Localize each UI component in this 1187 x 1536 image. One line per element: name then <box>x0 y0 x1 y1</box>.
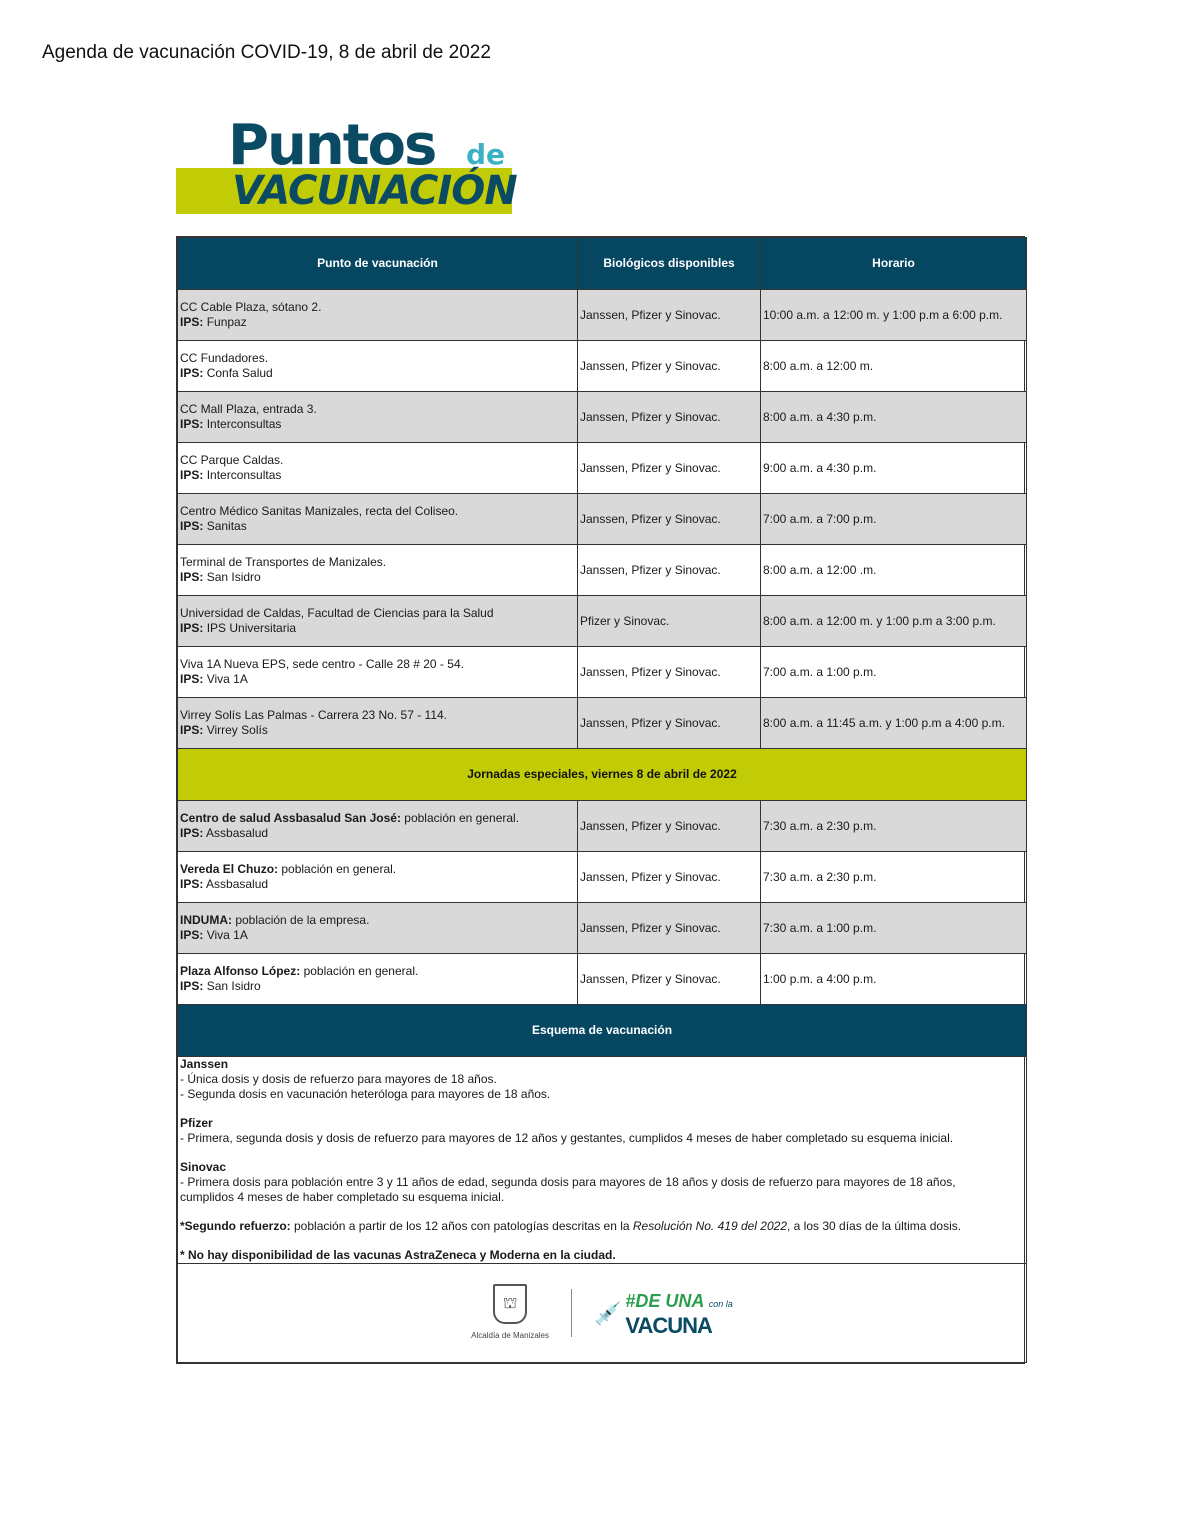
puntos-de-vacunacion-logo <box>176 113 517 216</box>
janssen-title: Janssen <box>180 1057 229 1071</box>
table-header-row <box>178 238 1027 290</box>
ips-name: Interconsultas <box>206 417 282 431</box>
place-cell <box>178 852 578 903</box>
pfizer-title: Pfizer <box>180 1116 213 1130</box>
hours-cell: 7:30 a.m. a 2:30 p.m. <box>761 801 1027 852</box>
place-description: población en general. <box>300 964 419 978</box>
hours-cell: 7:30 a.m. a 2:30 p.m. <box>761 852 1027 903</box>
ips-label: IPS: <box>180 366 204 380</box>
biologics-cell: Janssen, Pfizer y Sinovac. <box>578 647 761 698</box>
campaign-logo <box>594 1290 733 1337</box>
biologics-cell: Janssen, Pfizer y Sinovac. <box>578 801 761 852</box>
page-title: Agenda de vacunación COVID-19, 8 de abril de 2022 <box>42 42 491 63</box>
booster-label: *Segundo refuerzo: <box>180 1219 291 1233</box>
availability-note: * No hay disponibilidad de las vacunas AstraZeneca y Moderna en la ciudad. <box>180 1248 616 1262</box>
table-row <box>178 392 1027 443</box>
scheme-header-row <box>178 1005 1027 1057</box>
place-cell <box>178 494 578 545</box>
biologics-cell: Janssen, Pfizer y Sinovac. <box>578 954 761 1005</box>
hours-cell: 8:00 a.m. a 12:00 m. y 1:00 p.m a 3:00 p.m. <box>761 596 1027 647</box>
table-row <box>178 290 1027 341</box>
place-description: población de la empresa. <box>232 913 370 927</box>
place-name: Terminal de Transportes de Manizales. <box>180 555 387 569</box>
table-row <box>178 647 1027 698</box>
hours-cell: 9:00 a.m. a 4:30 p.m. <box>761 443 1027 494</box>
ips-name: Viva 1A <box>206 928 248 942</box>
sinovac-line: - Primera dosis para población entre 3 y 11 años de edad, segunda dosis para mayores de 18 años y dosis de refuerzo para mayores de 18 años, <box>180 1175 956 1189</box>
column-header-place: Punto de vacunación <box>178 238 578 290</box>
place-cell <box>178 801 578 852</box>
footer-row <box>178 1264 1027 1363</box>
biologics-cell: Janssen, Pfizer y Sinovac. <box>578 341 761 392</box>
hours-cell: 10:00 a.m. a 12:00 m. y 1:00 p.m a 6:00 p.m. <box>761 290 1027 341</box>
place-description: población en general. <box>278 862 397 876</box>
place-cell <box>178 290 578 341</box>
place-cell <box>178 647 578 698</box>
ips-label: IPS: <box>180 979 204 993</box>
ips-label: IPS: <box>180 315 204 329</box>
table-row <box>178 852 1027 903</box>
ips-name: San Isidro <box>206 570 261 584</box>
ips-label: IPS: <box>180 417 204 431</box>
special-days-title: Jornadas especiales, viernes 8 de abril de 2022 <box>178 749 1027 801</box>
ips-label: IPS: <box>180 468 204 482</box>
table-row <box>178 698 1027 749</box>
biologics-cell: Janssen, Pfizer y Sinovac. <box>578 698 761 749</box>
place-cell <box>178 545 578 596</box>
hours-cell: 8:00 a.m. a 12:00 .m. <box>761 545 1027 596</box>
special-days-header-row <box>178 749 1027 801</box>
place-name-bold: INDUMA: <box>180 913 232 927</box>
ips-label: IPS: <box>180 877 204 891</box>
booster-text: población a partir de los 12 años con patologías descritas en la <box>290 1219 633 1233</box>
ips-name: Funpaz <box>206 315 247 329</box>
place-name-bold: Plaza Alfonso López: <box>180 964 301 978</box>
place-cell <box>178 341 578 392</box>
table-row <box>178 903 1027 954</box>
campaign-small: con la <box>708 1298 733 1309</box>
ips-name: IPS Universitaria <box>206 621 297 635</box>
booster-note <box>180 1219 961 1233</box>
hours-cell: 8:00 a.m. a 12:00 m. <box>761 341 1027 392</box>
place-cell <box>178 698 578 749</box>
ips-name: Assbasalud <box>206 826 269 840</box>
column-header-hours: Horario <box>761 238 1027 290</box>
place-name: Universidad de Caldas, Facultad de Ciencias para la Salud <box>180 606 494 620</box>
scheme-cell <box>178 1057 1027 1264</box>
ips-name: Sanitas <box>206 519 247 533</box>
janssen-line: - Segunda dosis en vacunación heteróloga para mayores de 18 años. <box>180 1087 551 1101</box>
place-cell <box>178 596 578 647</box>
ips-label: IPS: <box>180 723 204 737</box>
place-cell <box>178 392 578 443</box>
janssen-line: - Única dosis y dosis de refuerzo para mayores de 18 años. <box>180 1072 497 1086</box>
ips-label: IPS: <box>180 621 204 635</box>
table-row <box>178 954 1027 1005</box>
biologics-cell: Janssen, Pfizer y Sinovac. <box>578 290 761 341</box>
place-cell <box>178 443 578 494</box>
biologics-cell: Janssen, Pfizer y Sinovac. <box>578 852 761 903</box>
hours-cell: 7:00 a.m. a 1:00 p.m. <box>761 647 1027 698</box>
logo-line1-suffix: de <box>466 138 506 171</box>
biologics-cell: Janssen, Pfizer y Sinovac. <box>578 903 761 954</box>
ips-name: Viva 1A <box>206 672 248 686</box>
column-header-biologics: Biológicos disponibles <box>578 238 761 290</box>
ips-label: IPS: <box>180 928 204 942</box>
place-name-bold: Centro de salud Assbasalud San José: <box>180 811 401 825</box>
table-row <box>178 494 1027 545</box>
place-description: población en general. <box>400 811 520 825</box>
place-name: CC Fundadores. <box>180 351 269 365</box>
table-row <box>178 341 1027 392</box>
biologics-cell: Janssen, Pfizer y Sinovac. <box>578 443 761 494</box>
logo-line1: Puntos <box>228 113 436 178</box>
ips-label: IPS: <box>180 519 204 533</box>
place-name: Viva 1A Nueva EPS, sede centro - Calle 28 # 20 - 54. <box>180 657 464 671</box>
footer-divider <box>571 1289 572 1337</box>
ips-name: Interconsultas <box>206 468 282 482</box>
hours-cell: 8:00 a.m. a 4:30 p.m. <box>761 392 1027 443</box>
pfizer-line: - Primera, segunda dosis y dosis de refuerzo para mayores de 12 años y gestantes, cumplidos 4 meses de haber completado su esquema inicial. <box>180 1131 954 1145</box>
ips-name: Confa Salud <box>206 366 273 380</box>
sinovac-line: cumplidos 4 meses de haber completado su esquema inicial. <box>180 1190 505 1204</box>
place-name: CC Parque Caldas. <box>180 453 284 467</box>
ips-label: IPS: <box>180 826 204 840</box>
hours-cell: 8:00 a.m. a 11:45 a.m. y 1:00 p.m a 4:00 p.m. <box>761 698 1027 749</box>
booster-end: , a los 30 días de la última dosis. <box>787 1219 962 1233</box>
logo-line2: VACUNACIÓN <box>232 168 517 214</box>
table-row <box>178 596 1027 647</box>
syringe-icon: 💉 <box>594 1300 622 1326</box>
ips-name: Virrey Solís <box>206 723 268 737</box>
footer-cell <box>178 1264 1027 1363</box>
ips-name: Assbasalud <box>206 877 269 891</box>
biologics-cell: Janssen, Pfizer y Sinovac. <box>578 545 761 596</box>
sinovac-title: Sinovac <box>180 1160 227 1174</box>
biologics-cell: Pfizer y Sinovac. <box>578 596 761 647</box>
vaccination-schedule-table <box>176 236 1025 1364</box>
hours-cell: 1:00 p.m. a 4:00 p.m. <box>761 954 1027 1005</box>
place-name: CC Cable Plaza, sótano 2. <box>180 300 322 314</box>
ips-label: IPS: <box>180 570 204 584</box>
table-row <box>178 443 1027 494</box>
ips-name: San Isidro <box>206 979 261 993</box>
scheme-title: Esquema de vacunación <box>178 1005 1027 1057</box>
coat-of-arms-icon: ⛫ <box>493 1284 527 1324</box>
place-cell <box>178 903 578 954</box>
table-row <box>178 801 1027 852</box>
place-name: Centro Médico Sanitas Manizales, recta del Coliseo. <box>180 504 459 518</box>
booster-resolution: Resolución No. 419 del 2022 <box>632 1219 787 1233</box>
ips-label: IPS: <box>180 672 204 686</box>
place-name: CC Mall Plaza, entrada 3. <box>180 402 317 416</box>
place-cell <box>178 954 578 1005</box>
place-name: Virrey Solís Las Palmas - Carrera 23 No. 57 - 114. <box>180 708 447 722</box>
scheme-row <box>178 1057 1027 1264</box>
hours-cell: 7:30 a.m. a 1:00 p.m. <box>761 903 1027 954</box>
biologics-cell: Janssen, Pfizer y Sinovac. <box>578 494 761 545</box>
place-name-bold: Vereda El Chuzo: <box>180 862 279 876</box>
alcaldia-label: Alcaldía de Manizales <box>471 1330 549 1340</box>
biologics-cell: Janssen, Pfizer y Sinovac. <box>578 392 761 443</box>
table-row <box>178 545 1027 596</box>
hours-cell: 7:00 a.m. a 7:00 p.m. <box>761 494 1027 545</box>
alcaldia-logo <box>471 1284 549 1343</box>
campaign-top: #DE UNA <box>625 1290 704 1311</box>
campaign-bottom: VACUNA <box>625 1312 712 1338</box>
